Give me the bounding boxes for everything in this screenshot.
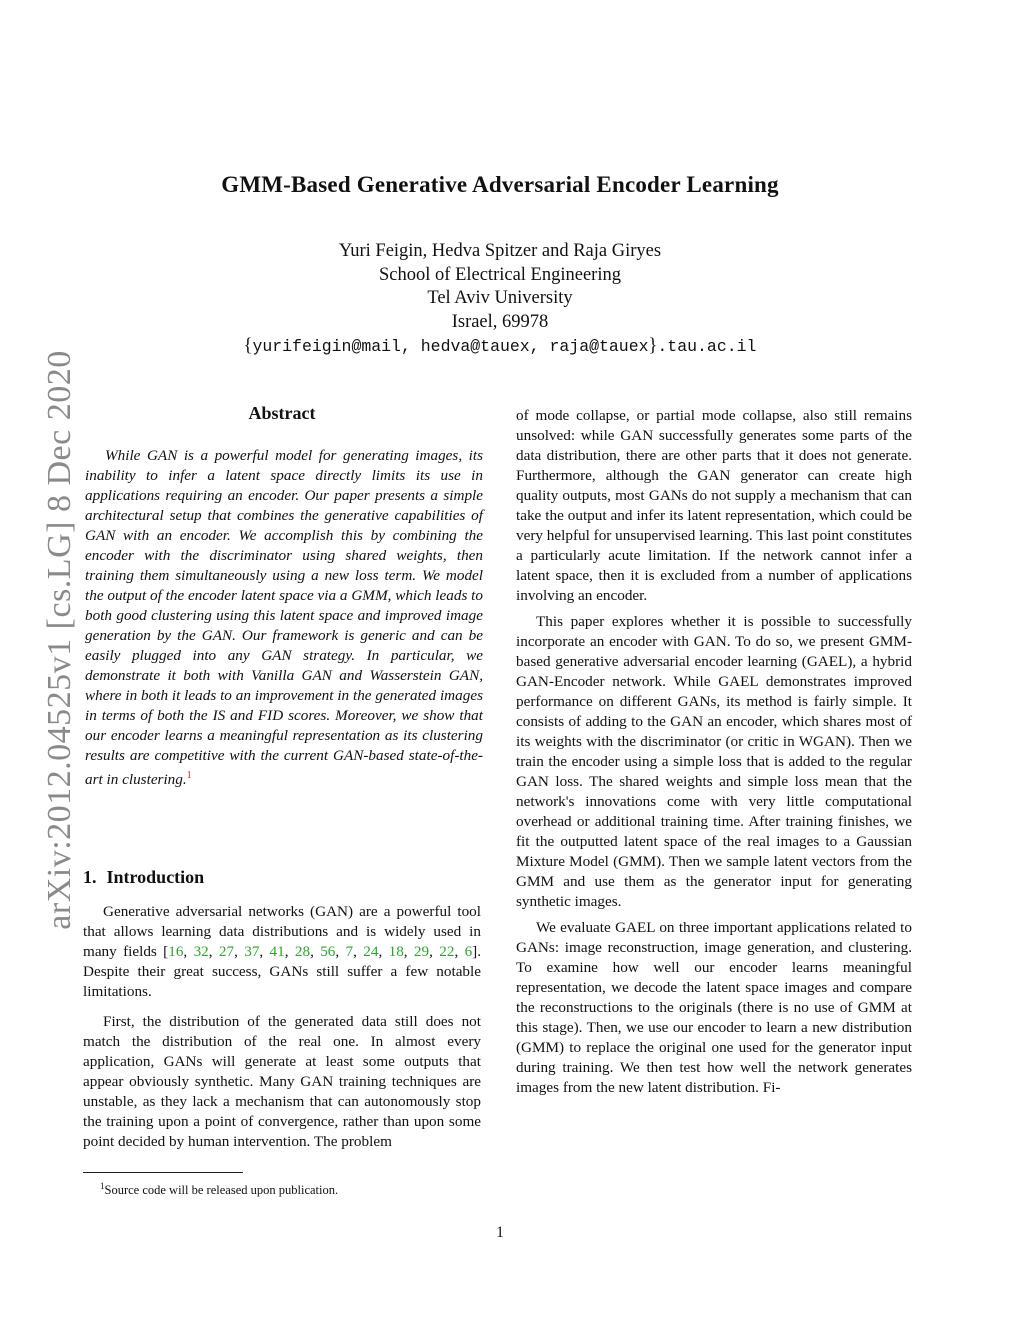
right-paragraph-1: of mode collapse, or partial mode collapse, also still remains unsolved: while GAN successfully generates some parts of the data distribution, there are other parts that it does not generate. Furthermore, although the GAN generator can create high quality outputs, most GANs do not supply a mechanism that can take the output and infer its latent representation, which could be very helpful for unsupervised learning. This last point constitutes a particularly acute limitation. If the network cannot infer a latent space, then it is excluded from a number of applications involving an encoder.	[516, 407, 912, 604]
abstract-footnote-mark[interactable]: 1	[186, 770, 192, 781]
citation-link[interactable]: 56	[320, 943, 336, 960]
right-paragraph-2: This paper explores whether it is possible to successfully incorporate an encoder with GAN. To do so, we present GMM-based generative adversarial encoder learning (GAEL), a hybrid GAN-Encoder network. While GAEL demonstrates improved performance on different GANs, its method is fairly simple. It consists of adding to the GAN an encoder, which shares most of its weights with the discriminator (or critic in WGAN). Then we train the encoder using a simple loss that is added to the regular GAN loss. The shared weights and simple loss mean that the network's innovations come with very little computational overhead or additional training time. After training finishes, we fit the outputted latent space of the real images to a Gaussian Mixture Model (GMM). Then we sample latent vectors from the GMM and use them as the generator input for generating synthetic images.	[516, 613, 912, 910]
intro-paragraph-1	[83, 902, 481, 1002]
author-school: School of Electrical Engineering	[379, 264, 621, 285]
citation-link[interactable]: 18	[388, 943, 404, 960]
abstract-paragraph	[85, 446, 483, 790]
citation-list: 16, 32, 27, 37, 41, 28, 56, 7, 24, 18, 29, 22, 6	[168, 943, 473, 960]
citation-link[interactable]: 37	[244, 943, 260, 960]
section-heading-introduction	[83, 867, 204, 888]
author-block	[0, 240, 1000, 359]
email-brace-open: {	[243, 335, 253, 356]
footnote	[100, 1178, 338, 1198]
author-emails	[0, 335, 1000, 359]
citation-link[interactable]: 29	[413, 943, 430, 960]
section-number: 1.	[83, 867, 97, 887]
abstract-body	[83, 446, 485, 790]
citation-link[interactable]: 24	[363, 943, 379, 960]
page-number: 1	[496, 1224, 504, 1241]
arxiv-id-text: arXiv:2012.04525v1 [cs.LG] 8 Dec 2020	[41, 350, 78, 930]
email-list: yurifeigin@mail, hedva@tauex, raja@tauex	[252, 336, 649, 356]
intro-p1-start: Generative adversarial networks (GAN) are a powerful tool that allows learning data distributions and is widely used in many fields [	[83, 903, 481, 960]
right-column	[516, 406, 912, 1098]
intro-p1-end: ]. Despite their great success, GANs still suffer a few notable limitations.	[83, 943, 482, 1000]
citation-link[interactable]: 32	[193, 943, 209, 960]
introduction-body	[83, 902, 481, 1152]
citation-link[interactable]: 16	[168, 943, 184, 960]
author-university: Tel Aviv University	[427, 288, 573, 309]
footnote-text: Source code will be released upon publication.	[104, 1183, 339, 1198]
section-title: Introduction	[106, 867, 205, 887]
abstract-text: While GAN is a powerful model for generating images, its inability to infer a latent space directly limits its use in applications requiring an encoder. Our paper presents a simple architectural setup that combines the generative capabilities of GAN with an encoder. We accomplish this by combining the encoder with the discriminator using shared weights, then training them simultaneously using a new loss term. We model the output of the encoder latent space via a GMM, which leads to both good clustering using this latent space and improved image generation by the GAN. Our framework is generic and can be easily plugged into any GAN strategy. In particular, we demonstrate it both with Vanilla GAN and Wasserstein GAN, where in both it leads to an improvement in the generated images in terms of both the IS and FID scores. Moreover, we show that our encoder learns a meaningful representation as its clustering results are competitive with the current GAN-based state-of-the-art in clustering.	[85, 447, 483, 789]
right-paragraph-3: We evaluate GAEL on three important applications related to GANs: image reconstruction, image generation, and clustering. To examine how well our encoder learns meaningful representation, we decode the latent space images and compare the reconstructions to the originals (there is no use of GMM at this stage). Then, we use our encoder to learn a new distribution (GMM) to replace the original one used for the generator input during training. We then test how well the network generates images from the new latent distribution. Fi-	[516, 919, 912, 1096]
paper-title: GMM-Based Generative Adversarial Encoder Learning	[221, 172, 779, 197]
abstract-heading: Abstract	[248, 403, 316, 423]
email-brace-close: }	[648, 335, 658, 356]
citation-link[interactable]: 41	[269, 943, 285, 960]
citation-link[interactable]: 7	[345, 943, 354, 960]
author-names: Yuri Feigin, Hedva Spitzer and Raja Giryes	[338, 241, 662, 261]
citation-link[interactable]: 22	[439, 943, 455, 960]
citation-link[interactable]: 28	[294, 943, 311, 960]
citation-link[interactable]: 6	[464, 943, 473, 960]
intro-paragraph-2: First, the distribution of the generated data still does not match the distribution of the real one. In almost every application, GANs will generate at least some outputs that appear obviously synthetic. Many GAN training techniques are unstable, as they lack a mechanism that can autonomously stop the training upon a point of convergence, rather than upon some point decided by human intervention. The problem	[83, 1013, 481, 1150]
footnote-rule	[83, 1172, 243, 1173]
author-address: Israel, 69978	[451, 312, 549, 333]
footnote-mark: 1	[100, 1181, 105, 1191]
citation-link[interactable]: 27	[218, 943, 235, 960]
email-domain: .tau.ac.il	[657, 336, 757, 356]
